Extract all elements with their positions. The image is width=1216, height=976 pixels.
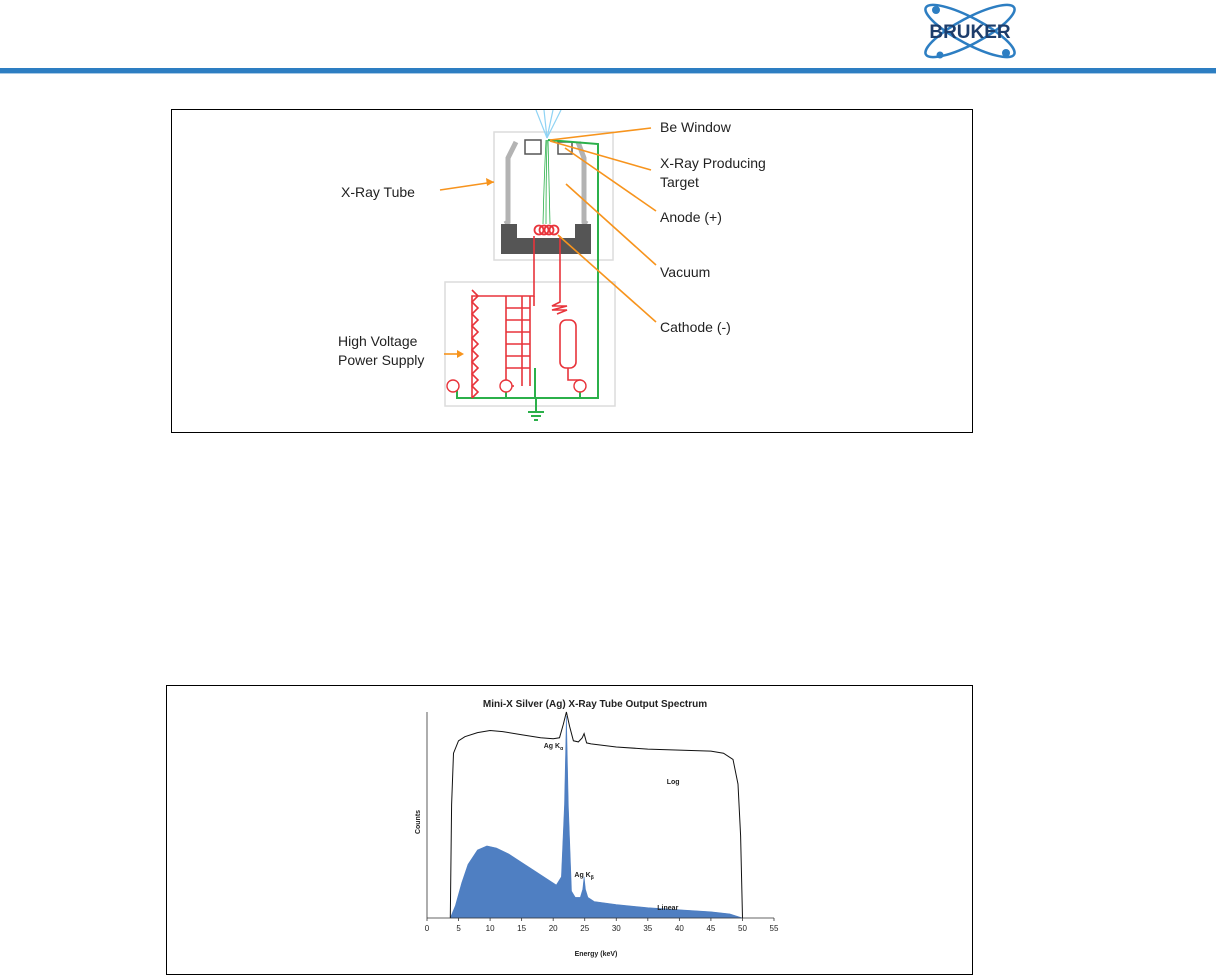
x-tick-label: 45 [706, 924, 716, 933]
xray-beam [536, 110, 561, 138]
xray-tube-diagram [171, 109, 973, 433]
label-vacuum: Vacuum [660, 264, 711, 280]
be-window-square [525, 140, 541, 154]
ac-sources [447, 380, 586, 392]
label-be-window: Be Window [660, 119, 731, 135]
ground-circuit [457, 140, 598, 420]
arrow-heads [457, 178, 494, 358]
y-axis-label: Counts [415, 809, 422, 835]
x-tick-label: 20 [548, 924, 558, 933]
electron-stream [543, 140, 550, 224]
x-tick-label: 10 [485, 924, 495, 933]
spectrum-chart [166, 685, 973, 975]
series-linear-area [450, 716, 742, 918]
label-target-1: X-Ray Producing [660, 155, 766, 171]
label-hv-1: High Voltage [338, 333, 418, 349]
annotation-ag-k-beta: Ag $K_\beta$ [574, 872, 594, 881]
header-rule-light [0, 73, 1216, 74]
x-axis-label: Energy (keV) [574, 951, 618, 958]
x-tick-label: 55 [769, 924, 779, 933]
label-xray-tube: X-Ray Tube [341, 184, 415, 200]
x-tick-label: 35 [643, 924, 653, 933]
annotation-log: Log [666, 779, 680, 786]
label-cathode: Cathode (-) [660, 319, 731, 335]
logo-text: BRUKER [929, 22, 1011, 43]
bruker-logo [900, 0, 1040, 68]
x-tick-label: 0 [424, 924, 430, 933]
annotation-ag-k-alpha: Ag $K_\alpha$ [543, 743, 564, 752]
x-tick-label: 40 [674, 924, 684, 933]
label-hv-2: Power Supply [338, 352, 425, 368]
label-anode: Anode (+) [660, 209, 722, 225]
x-tick-label: 25 [580, 924, 590, 933]
annotation-linear: Linear [657, 905, 679, 912]
x-tick-label: 15 [517, 924, 527, 933]
chart-title: Mini-X Silver (Ag) X-Ray Tube Output Spectrum [482, 699, 708, 710]
x-tick-label: 50 [738, 924, 747, 933]
label-target-2: Target [660, 174, 699, 190]
x-tick-label: 30 [611, 924, 621, 933]
x-tick-label: 5 [456, 924, 461, 933]
